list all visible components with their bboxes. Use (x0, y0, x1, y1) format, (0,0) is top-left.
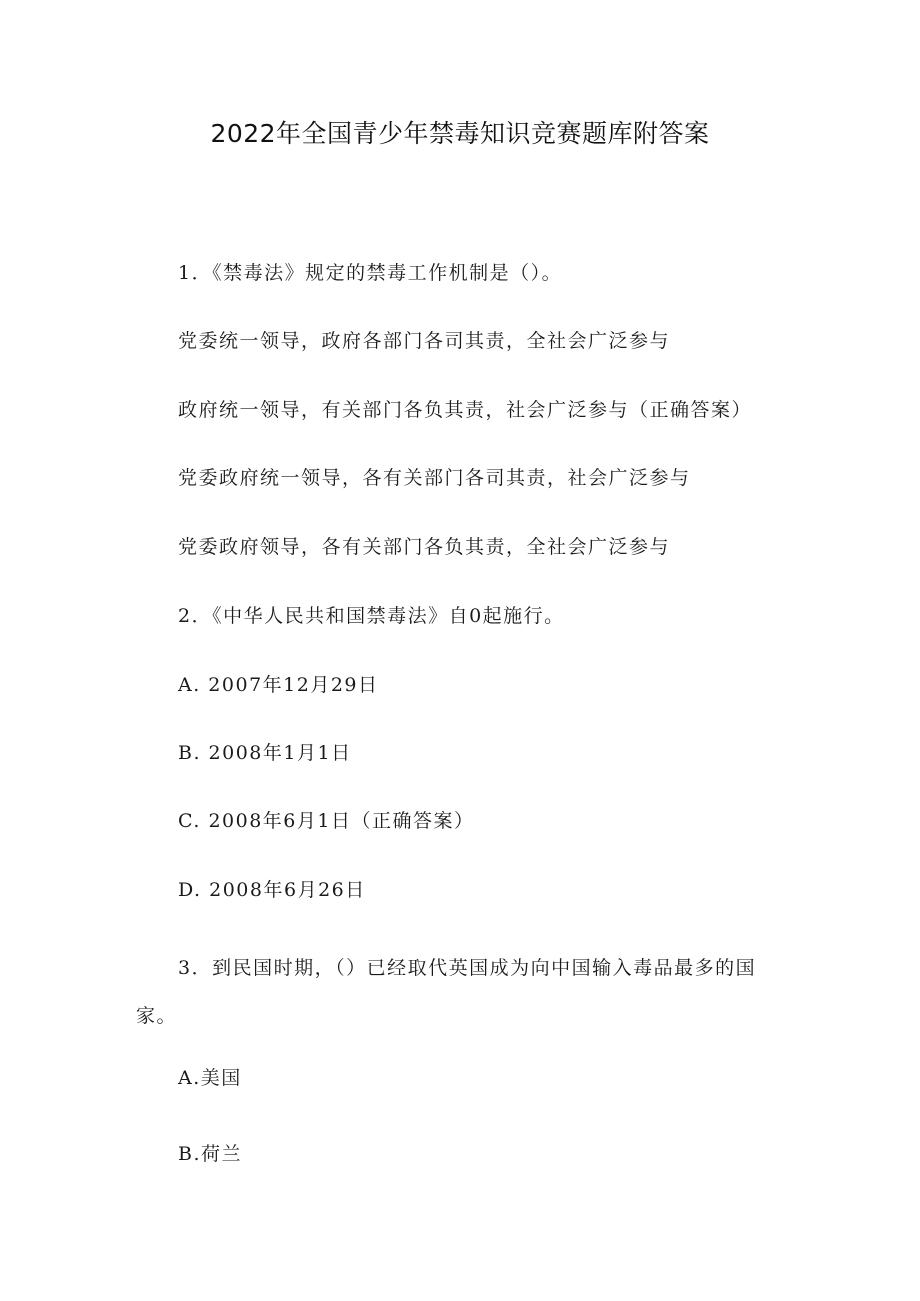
question-2-option-a: A. 2007年12月29日 (178, 674, 379, 696)
question-3-stem: 3．到民国时期，（）已经取代英国成为向中国输入毒品最多的国家。 (136, 957, 757, 1027)
question-1-option-1: 党委统一领导，政府各部门各司其责，全社会广泛参与 (178, 330, 671, 352)
question-1-option-2: 政府统一领导，有关部门各负其责，社会广泛参与（正确答案） (178, 399, 753, 421)
question-2-option-c: C. 2008年6月1日（正确答案） (178, 810, 475, 832)
document-title: 2022年全国青少年禁毒知识竞赛题库附答案 (210, 119, 710, 148)
question-1-stem: 1．《禁毒法》规定的禁毒工作机制是（）。 (178, 262, 563, 284)
question-3-option-b: B.荷兰 (178, 1143, 243, 1165)
question-2-option-b: B. 2008年1月1日 (178, 742, 352, 764)
question-2-option-d: D. 2008年6月26日 (178, 879, 366, 901)
question-1-option-3: 党委政府统一领导，各有关部门各司其责，社会广泛参与 (178, 467, 691, 489)
question-1-option-4: 党委政府领导，各有关部门各负其责，全社会广泛参与 (178, 536, 671, 558)
question-2-stem: 2．《中华人民共和国禁毒法》自0起施行。 (178, 605, 565, 627)
question-3-option-a: A.美国 (178, 1067, 242, 1089)
